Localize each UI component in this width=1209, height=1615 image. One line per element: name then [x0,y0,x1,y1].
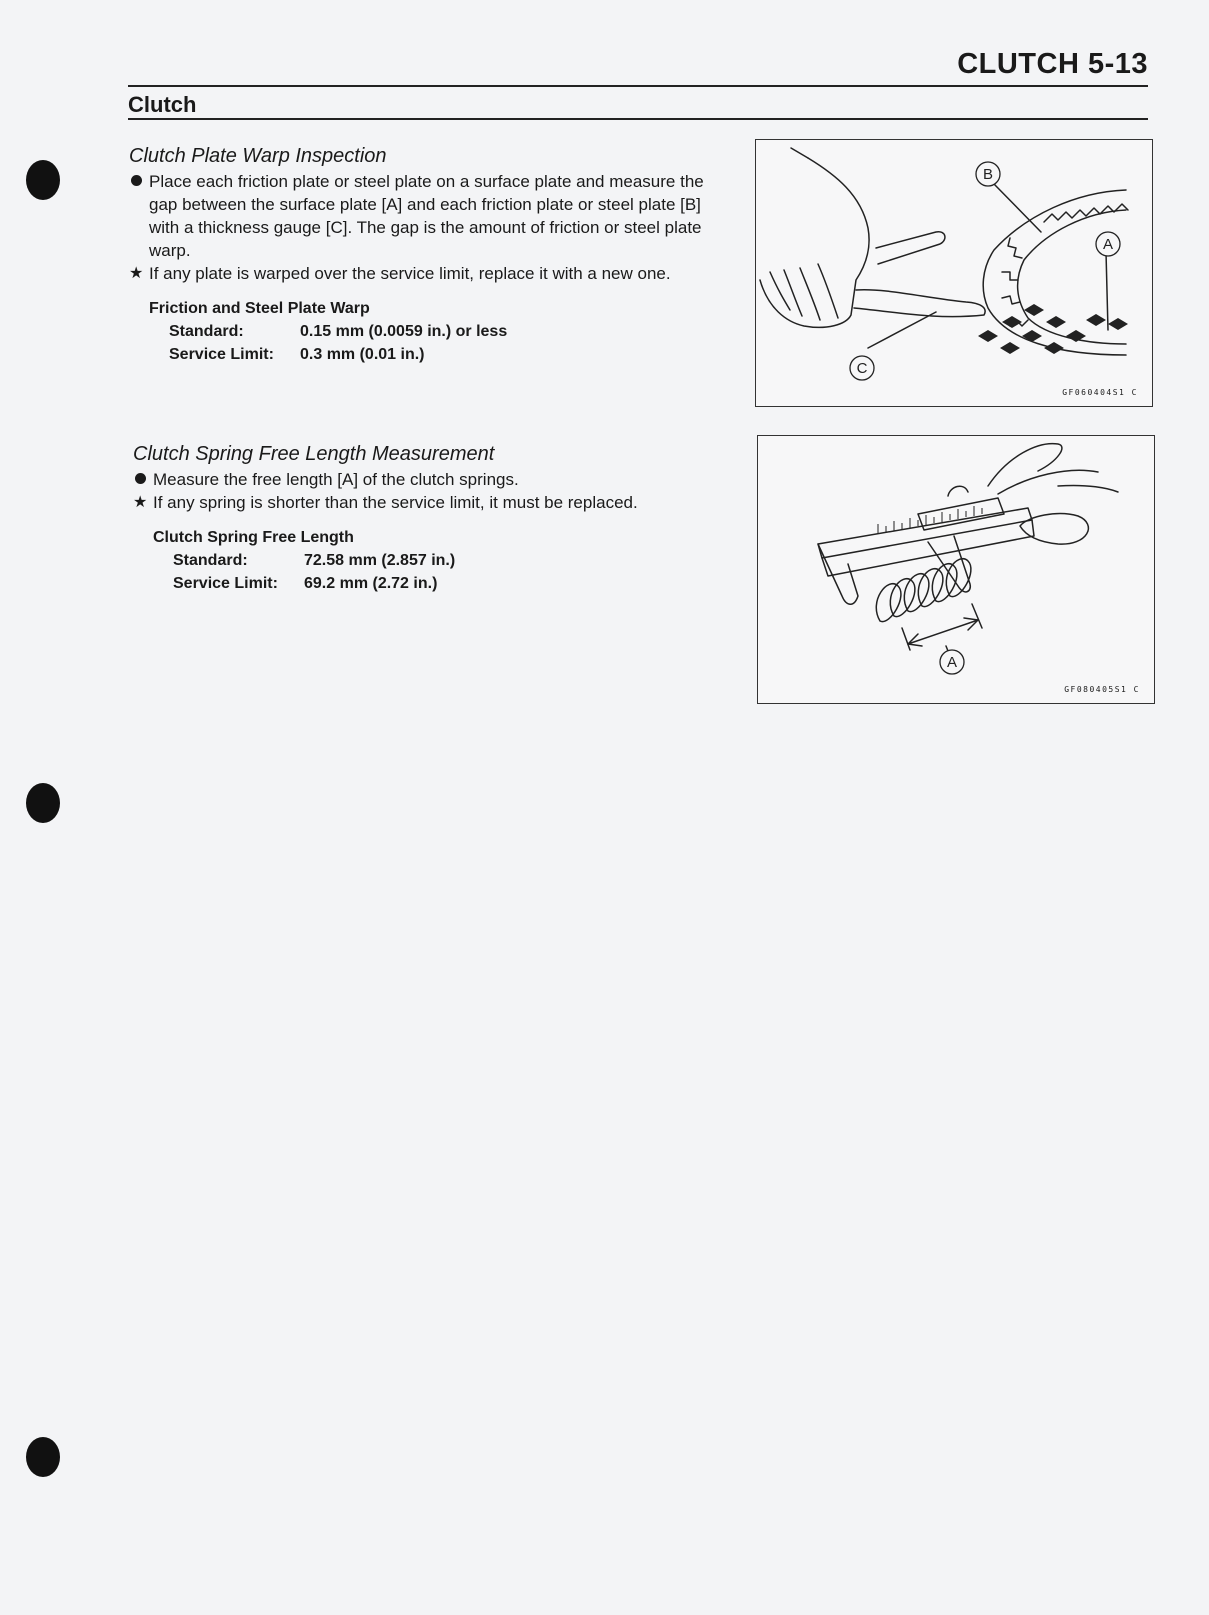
spring-length-section [133,441,733,595]
spec-row [173,572,733,595]
spec-row [173,549,733,572]
spec-row [169,343,729,366]
subsection-title: Clutch Spring Free Length Measurement [133,443,495,465]
spec-table [149,297,729,366]
spec-table [153,526,733,595]
subsection-title: Clutch Plate Warp Inspection [129,145,387,167]
page-number: CLUTCH 5-13 [957,48,1148,80]
instruction-text: Measure the free length [A] of the clutch springs. [153,470,519,489]
instruction-item [133,491,733,514]
binder-hole [26,160,60,200]
plate-warp-illustration [756,140,1152,406]
figure-code: GF080405S1 C [1064,685,1140,694]
instruction-item [129,262,729,285]
spec-title: Friction and Steel Plate Warp [149,300,370,317]
section-title: Clutch [128,92,197,117]
instruction-item [129,170,729,262]
instruction-text: If any spring is shorter than the service limit, it must be replaced. [153,493,638,512]
spring-length-illustration [758,436,1154,703]
star-icon: ★ [133,494,148,511]
star-icon: ★ [129,265,144,282]
spec-value: 72.58 mm (2.857 in.) [304,552,456,569]
plate-warp-figure [755,139,1153,407]
instruction-item [133,468,733,491]
label-a: A [946,654,958,671]
spec-key: Standard: [173,552,248,569]
bullet-icon [133,468,153,491]
header-rule [128,118,1148,120]
header-rule [128,85,1148,87]
label-a: A [1102,236,1114,253]
instruction-text: If any plate is warped over the service limit, replace it with a new one. [149,264,671,283]
spec-row [169,320,729,343]
label-c: C [856,360,868,377]
spec-value: 0.3 mm (0.01 in.) [300,346,425,363]
figure-code: GF060404S1 C [1062,388,1138,397]
spec-title: Clutch Spring Free Length [153,529,354,546]
binder-hole [26,1437,60,1477]
spring-length-figure [757,435,1155,704]
spec-value: 0.15 mm (0.0059 in.) or less [300,323,508,340]
warp-inspection-section [129,143,729,366]
spec-key: Service Limit: [173,575,278,592]
bullet-icon [129,170,149,193]
label-b: B [982,166,994,183]
binder-hole [26,783,60,823]
spec-value: 69.2 mm (2.72 in.) [304,575,438,592]
spec-key: Standard: [169,323,244,340]
spec-key: Service Limit: [169,346,274,363]
instruction-text: Place each friction plate or steel plate on a surface plate and measure the gap between the surface plate [A] and each friction plate or steel plate [B] with a thickness gauge [C]. The gap is the amount of friction or steel plate warp. [149,172,704,260]
